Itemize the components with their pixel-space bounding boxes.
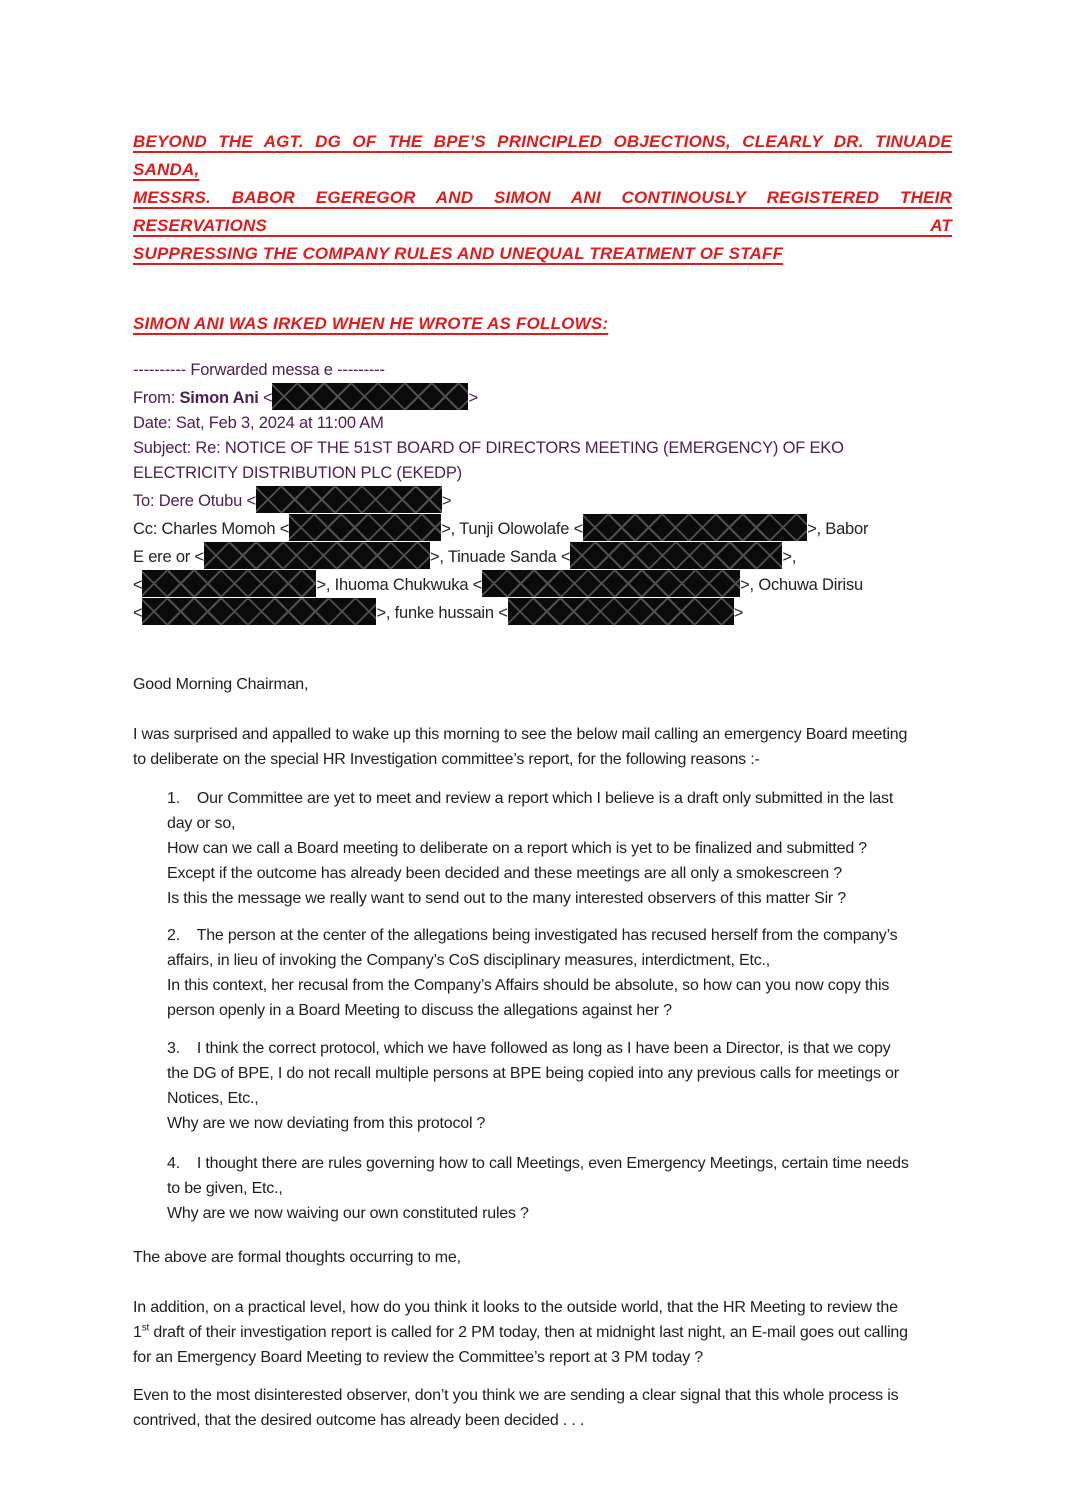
- text-line: to be given, Etc.,: [167, 1180, 283, 1197]
- text-line: How can we call a Board meeting to deliberate on a report which is yet to be finalized and submitted ?: [167, 840, 868, 857]
- email-header-line: E ere or < >, Tinuade Sanda < >,: [133, 542, 952, 570]
- headline-line: SUPPRESSING THE COMPANY RULES AND UNEQUAL TREATMENT OF STAFF: [133, 244, 784, 263]
- text-line: person openly in a Board Meeting to discuss the allegations against her ?: [167, 1002, 672, 1019]
- ordinal-superscript: st: [141, 1322, 150, 1334]
- redacted-email-address: [256, 486, 442, 513]
- text-line: In addition, on a practical level, how do you think it looks to the outside world, that the HR Meeting to review the: [133, 1299, 898, 1316]
- redacted-email-address: [204, 542, 430, 569]
- paragraph-closing: [133, 1383, 952, 1433]
- email-header-line: ELECTRICITY DISTRIBUTION PLC (EKEDP): [133, 464, 462, 482]
- paragraph-item2: [133, 923, 952, 1023]
- redacted-email-address: [482, 570, 740, 597]
- redacted-email-address: [583, 514, 807, 541]
- text-line: 1st draft of their investigation report is called for 2 PM today, then at midnight last night, an E-mail goes out calling: [133, 1322, 908, 1341]
- email-header: [133, 358, 952, 626]
- email-header-line: From: Simon Ani < >: [133, 383, 952, 411]
- text-line: affairs, in lieu of invoking the Company’s CoS disciplinary measures, interdictment, Etc.,: [167, 952, 771, 969]
- text-line: Except if the outcome has already been decided and these meetings are all only a smokescreen ?: [167, 865, 842, 882]
- text-line: Notices, Etc.,: [167, 1090, 259, 1107]
- paragraph-item3: [133, 1036, 952, 1136]
- redacted-email-address: [289, 514, 441, 541]
- redacted-email-address: [570, 542, 782, 569]
- headline-line: BEYOND THE AGT. DG OF THE BPE’S PRINCIPLED OBJECTIONS, CLEARLY DR. TINUADE SANDA,: [133, 132, 952, 179]
- paragraph-practical: [133, 1295, 952, 1370]
- text-line: Why are we now waiving our own constituted rules ?: [167, 1205, 529, 1222]
- text-line: day or so,: [167, 815, 236, 832]
- email-header-line: < >, Ihuoma Chukwuka < >, Ochuwa Dirisu: [133, 570, 952, 598]
- email-header-line: Subject: Re: NOTICE OF THE 51ST BOARD OF DIRECTORS MEETING (EMERGENCY) OF EKO: [133, 439, 844, 457]
- email-body: [133, 672, 952, 1433]
- redacted-email-address: [142, 570, 316, 597]
- sender-name: Simon Ani: [179, 389, 259, 407]
- email-header-line: ---------- Forwarded messa e ---------: [133, 361, 385, 379]
- text-line: 4. I thought there are rules governing how to call Meetings, even Emergency Meetings, certain time needs: [167, 1155, 909, 1172]
- paragraph-greeting: [133, 672, 952, 697]
- text-line: I was surprised and appalled to wake up this morning to see the below mail calling an emergency Board meeting: [133, 726, 908, 743]
- headline-line: MESSRS. BABOR EGEREGOR AND SIMON ANI CONTINOUSLY REGISTERED THEIR RESERVATIONS AT: [133, 188, 952, 235]
- text-line: contrived, that the desired outcome has already been decided . . .: [133, 1412, 585, 1429]
- redacted-email-address: [272, 383, 468, 410]
- text-line: to deliberate on the special HR Investigation committee’s report, for the following reasons :-: [133, 751, 760, 768]
- text-line: for an Emergency Board Meeting to review the Committee’s report at 3 PM today ?: [133, 1349, 703, 1366]
- redacted-email-address: [508, 598, 734, 625]
- headline: [133, 128, 952, 268]
- text-line: Even to the most disinterested observer, don’t you think we are sending a clear signal that this whole process is: [133, 1387, 899, 1404]
- text-line: The above are formal thoughts occurring to me,: [133, 1249, 461, 1266]
- text-line: Good Morning Chairman,: [133, 676, 309, 693]
- paragraph-intro: [133, 722, 952, 772]
- text-line: the DG of BPE, I do not recall multiple persons at BPE being copied into any previous calls for meetings or: [167, 1065, 899, 1082]
- email-header-line: Cc: Charles Momoh < >, Tunji Olowolafe < >, Babor: [133, 514, 952, 542]
- text-line: Is this the message we really want to send out to the many interested observers of this matter Sir ?: [167, 890, 847, 907]
- paragraph-item1: [133, 786, 952, 911]
- email-header-line: Date: Sat, Feb 3, 2024 at 11:00 AM: [133, 414, 384, 432]
- email-header-line: < >, funke hussain < >: [133, 598, 952, 626]
- email-header-line: To: Dere Otubu < >: [133, 486, 952, 514]
- text-line: Why are we now deviating from this protocol ?: [167, 1115, 486, 1132]
- sub-headline: SIMON ANI WAS IRKED WHEN HE WROTE AS FOLLOWS:: [133, 314, 609, 333]
- redacted-email-address: [142, 598, 376, 625]
- text-line: 3. I think the correct protocol, which we have followed as long as I have been a Director, is that we copy: [167, 1040, 891, 1057]
- paragraph-item4: [133, 1151, 952, 1226]
- paragraph-formal: [133, 1245, 952, 1270]
- text-line: In this context, her recusal from the Company’s Affairs should be absolute, so how can you now copy this: [167, 977, 890, 994]
- text-line: 2. The person at the center of the allegations being investigated has recused herself from the company’s: [167, 927, 898, 944]
- text-line: 1. Our Committee are yet to meet and review a report which I believe is a draft only submitted in the last: [167, 790, 894, 807]
